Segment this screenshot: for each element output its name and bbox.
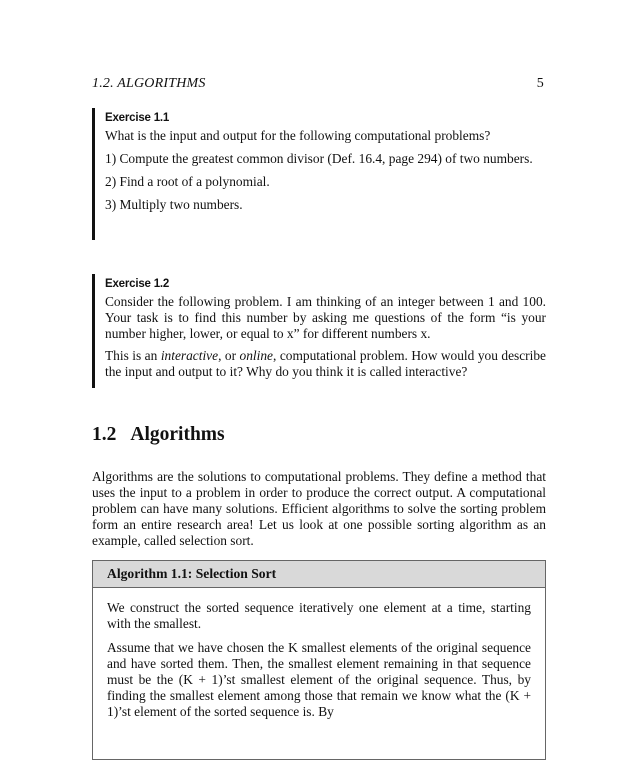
exercise-1-2-paragraph-1: Consider the following problem. I am thinking of an integer between 1 and 100. Your task is to find this number by asking me questions of the form “is your number higher, lower, or equal to x” for different numbers x. (105, 294, 546, 341)
exercise-1-1-item-1: 1) Compute the greatest common divisor (Def. 16.4, page 294) of two numbers. (105, 151, 533, 166)
running-header-section: 1.2. ALGORITHMS (92, 76, 206, 91)
exercise-1-2-text-b: , or (218, 348, 240, 363)
page-number: 5 (536, 76, 544, 91)
exercise-1-2-box (92, 274, 546, 388)
exercise-1-2-text-a: This is an (105, 348, 161, 363)
algorithm-body (93, 588, 545, 720)
exercise-1-2-text-c: , computational problem. How would you describe the input and output to it? Why do you think it is called interactive? (105, 348, 546, 379)
section-title: Algorithms (130, 424, 225, 445)
emphasis-interactive: interactive (160, 348, 219, 363)
exercise-1-1-title: Exercise 1.1 (105, 112, 170, 124)
running-header (92, 76, 546, 94)
algorithm-paragraph-2: Assume that we have chosen the K smallest elements of the original sequence and have sorted them. Then, the smallest element remaining in that sequence must be the (K + 1)’st smallest element of the original sequence. Thus, by finding the smallest element among those that remain we know what the (K + 1)’st element of the sorted sequence is. By (107, 640, 531, 719)
exercise-1-1-item-2: 2) Find a root of a polynomial. (105, 174, 270, 189)
algorithm-box (92, 560, 546, 760)
exercise-1-1-box (92, 108, 546, 240)
exercise-1-1-question: What is the input and output for the following computational problems? (105, 128, 491, 143)
algorithm-paragraph-1: We construct the sorted sequence iteratively one element at a time, starting with the smallest. (107, 600, 531, 631)
emphasis-online: online (239, 348, 274, 363)
intro-paragraph: Algorithms are the solutions to computational problems. They define a method that uses the input to a problem in order to produce the correct output. A computational problem can have many solutions. Efficient algorithms to solve the sorting problem form an entire research area! Let us look at one possible sorting algorithm as an example, called selection sort. (92, 469, 546, 548)
exercise-1-1-item-3: 3) Multiply two numbers. (105, 197, 243, 212)
algorithm-title: Algorithm 1.1: Selection Sort (93, 561, 545, 588)
section-heading (92, 424, 225, 446)
section-number: 1.2 (92, 424, 117, 445)
exercise-1-2-title: Exercise 1.2 (105, 278, 170, 290)
exercise-1-2-paragraph-2 (105, 348, 546, 380)
